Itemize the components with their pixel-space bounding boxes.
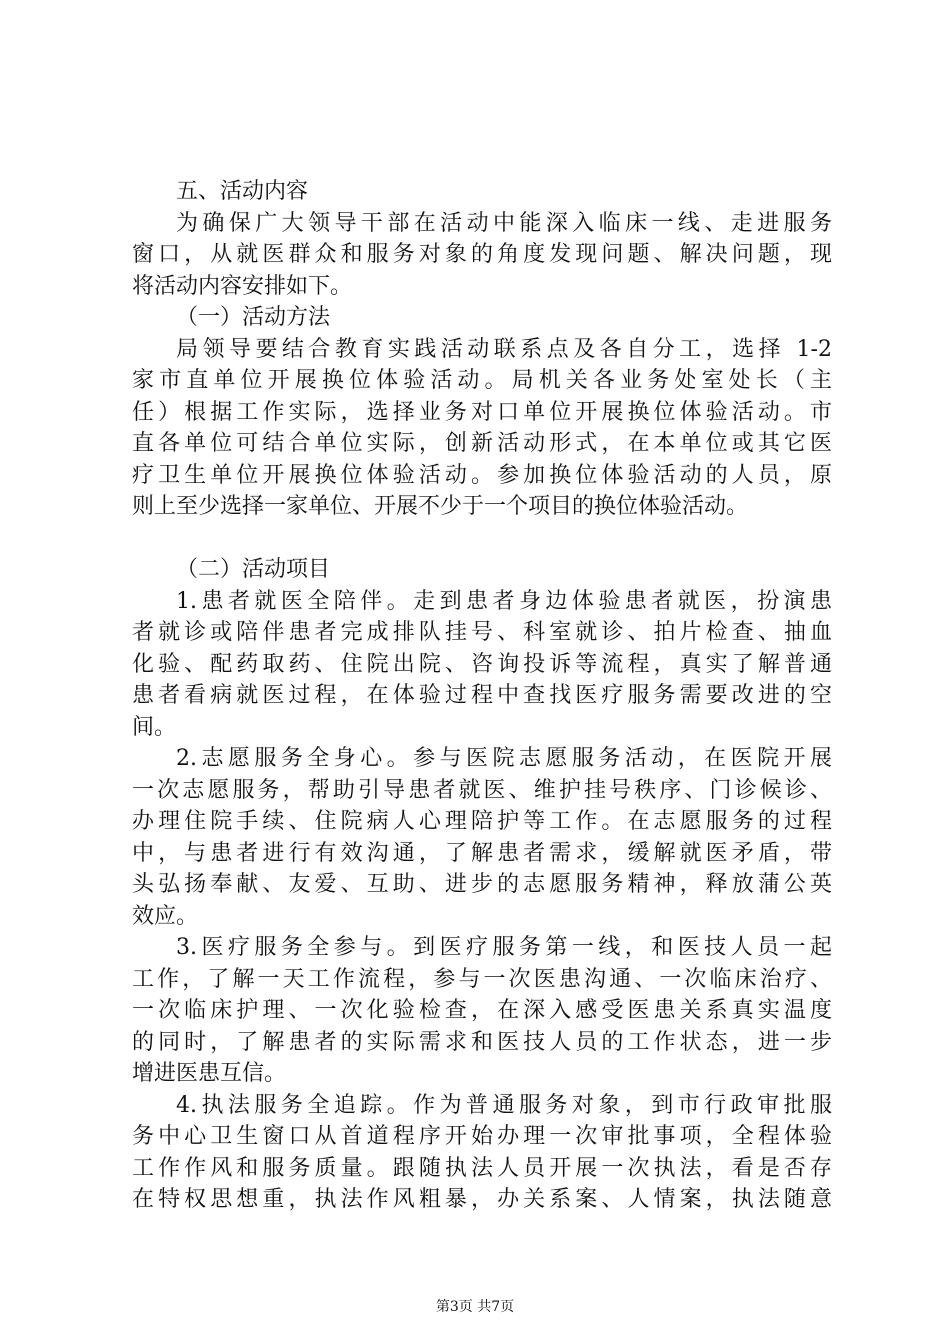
text-line: 窗口，从就医群众和服务对象的角度发现问题、解决问题，现 bbox=[132, 242, 832, 267]
text-line: 将活动内容安排如下。 bbox=[132, 273, 353, 299]
text-line: 家市直单位开展换位体验活动。局机关各业务处室处长（主 bbox=[132, 368, 832, 393]
text-line: 效应。 bbox=[132, 903, 199, 929]
text-line: 工作作风和服务质量。跟随执法人员开展一次执法，看是否存 bbox=[132, 1155, 832, 1181]
text-line: 化验、配药取药、住院出院、咨询投诉等流程，真实了解普通 bbox=[132, 651, 832, 677]
text-line: 则上至少选择一家单位、开展不少于一个项目的换位体验活动。 bbox=[132, 494, 749, 519]
document-body bbox=[132, 176, 832, 1216]
text-line: 2.志愿服务全身心。参与医院志愿服务活动，在医院开展 bbox=[176, 746, 832, 771]
text-line: 者就诊或陪伴患者完成排队挂号、科室就诊、拍片检查、抽血 bbox=[132, 620, 832, 645]
text-line: 3.医疗服务全参与。到医疗服务第一线，和医技人员一起 bbox=[176, 935, 832, 960]
text-line: 直各单位可结合单位实际，创新活动形式，在本单位或其它医 bbox=[132, 431, 832, 456]
text-line: 任）根据工作实际，选择业务对口单位开展换位体验活动。市 bbox=[132, 399, 832, 425]
text-line: 办理住院手续、住院病人心理陪护等工作。在志愿服务的过程 bbox=[132, 809, 832, 834]
text-line: 局领导要结合教育实践活动联系点及各自分工，选择 1-2 bbox=[176, 336, 832, 362]
text-line: 4.执法服务全追踪。作为普通服务对象，到市行政审批服 bbox=[176, 1092, 832, 1118]
text-line: 为确保广大领导干部在活动中能深入临床一线、走进服务 bbox=[176, 210, 832, 236]
text-line: 疗卫生单位开展换位体验活动。参加换位体验活动的人员，原 bbox=[132, 462, 832, 488]
text-line: 在特权思想重，执法作风粗暴，办关系案、人情案，执法随意 bbox=[132, 1187, 832, 1212]
paragraph-gap bbox=[132, 523, 832, 555]
text-line: 工作，了解一天工作流程，参与一次医患沟通、一次临床治疗、 bbox=[132, 966, 832, 992]
text-line: 1.患者就医全陪伴。走到患者身边体验患者就医，扮演患 bbox=[176, 588, 832, 614]
text-line: 头弘扬奉献、友爱、互助、进步的志愿服务精神，释放蒲公英 bbox=[132, 872, 832, 897]
text-line: 五、活动内容 bbox=[176, 179, 309, 204]
text-line: （二）活动项目 bbox=[176, 557, 331, 582]
text-line: 一次临床护理、一次化验检查，在深入感受医患关系真实温度 bbox=[132, 998, 832, 1023]
text-line: 增进医患互信。 bbox=[132, 1061, 287, 1086]
text-line: （一）活动方法 bbox=[176, 305, 331, 330]
text-line: 患者看病就医过程，在体验过程中查找医疗服务需要改进的空 bbox=[132, 683, 832, 708]
text-line: 间。 bbox=[132, 714, 177, 740]
text-line: 中，与患者进行有效沟通，了解患者需求，缓解就医矛盾，带 bbox=[132, 840, 832, 866]
text-line: 的同时，了解患者的实际需求和医技人员的工作状态，进一步 bbox=[132, 1029, 832, 1055]
text-line: 一次志愿服务，帮助引导患者就医、维护挂号秩序、门诊候诊、 bbox=[132, 777, 832, 803]
text-line: 务中心卫生窗口从首道程序开始办理一次审批事项，全程体验 bbox=[132, 1124, 832, 1149]
page-footer: 第3页 共7页 bbox=[435, 1299, 515, 1315]
